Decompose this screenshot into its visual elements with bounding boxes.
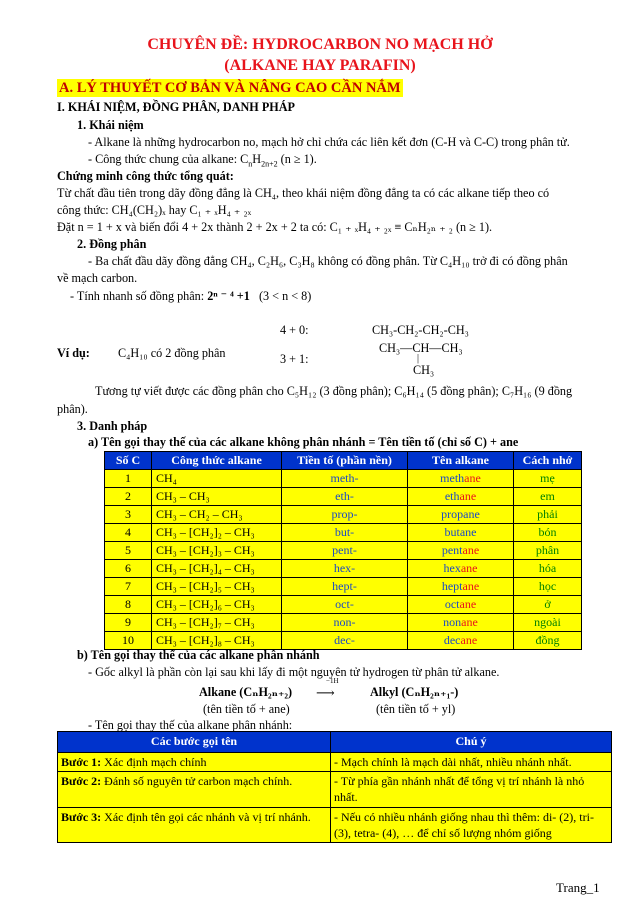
name-ending: ane [462,542,480,557]
alkane-note: (tên tiền tố + ane) [203,702,290,716]
memo-cell: phân [514,542,582,560]
name-stem: propane [441,506,480,521]
prefix-cell: hex- [282,560,408,578]
carbon-count-cell: 2 [105,488,152,506]
note-cell: - Nếu có nhiều nhánh giống nhau thì thêm: di- (2), tri- (3), tetra- (4), … để chỉ số lượng nhóm giống [331,807,612,842]
heading-straight-chain-naming: a) Tên gọi thay thế của các alkane không phân nhánh = Tên tiền tố (chỉ số C) + ane [88,435,519,449]
formula-cell: CH₃ – CH₃ [152,488,282,506]
proof-line-3: Đặt n = 1 + x và biến đổi 4 + 2x thành 2 + 2x + 2 ta có: C₁ ₊ ₓH₄ ₊ ₂ₓ ≡ CₙH₂ₙ ₊ ₂ (n ≥ 1). [57,220,493,234]
carbon-count-cell: 5 [105,542,152,560]
isomer-b-bond: | [417,353,420,364]
general-formula-text: - Công thức chung của alkane: $C_nH_{2n+2}$ (n ≥ 1). [88,152,317,169]
memo-cell: bón [514,524,582,542]
name-stem: non [443,614,462,629]
formula-cell: CH₃ – [CH₂]₆ – CH₃ [152,596,282,614]
memo-cell: em [514,488,582,506]
prefix-cell: dec- [282,632,408,650]
alkyl-definition: - Gốc alkyl là phần còn lại sau khi lấy đi một nguyên tử hydrogen từ phân tử alkane. [88,665,500,679]
note-cell: - Từ phía gần nhánh nhất để tổng vị trí nhánh là nhỏ nhất. [331,772,612,807]
name-stem: meth [440,470,465,485]
alkane-name-cell [408,542,514,560]
name-ending: ane [460,560,478,575]
definition-text: - Alkane là những hydrocarbon no, mạch hở chỉ chứa các liên kết đơn (C-H và C-C) trong phân tử. [88,135,570,149]
formula-cell: CH₃ – [CH₂]₄ – CH₃ [152,560,282,578]
table-row [58,807,612,842]
prefix-cell: meth- [282,470,408,488]
heading-danh-phap: 3. Danh pháp [77,419,148,433]
formula-cell: CH₃ – [CH₂]₅ – CH₃ [152,578,282,596]
memo-cell: mẹ [514,470,582,488]
name-ending: ane [459,488,477,503]
example-text: C₄H₁₀ có 2 đồng phân [118,346,226,360]
alkane-name-cell [408,614,514,632]
alkane-name-cell [408,488,514,506]
heading-branched-naming: b) Tên gọi thay thế của các alkane phân nhánh [77,648,320,662]
formula-cell: CH₃ – [CH₂]₈ – CH₃ [152,632,282,650]
isomer-text-2: về mạch carbon. [57,271,138,285]
isomer-text-1: - Ba chất đầu dãy đồng đẳng CH₄, C₂H₆, C₃H₈ không có đồng phân. Từ C₄H₁₀ trở đi có đồng phân [88,254,568,268]
alkane-name-cell [408,632,514,650]
memo-cell: học [514,578,582,596]
isomer-b-label: 3 + 1: [280,352,309,366]
proof-heading: Chứng minh công thức tổng quát: [57,169,234,183]
alkane-name-cell [408,560,514,578]
table-row [105,542,582,560]
note-cell: - Mạch chính là mạch dài nhất, nhiều nhánh nhất. [331,753,612,772]
carbon-count-cell: 1 [105,470,152,488]
section-a-heading: A. LÝ THUYẾT CƠ BẢN VÀ NÂNG CAO CẦN NẮM [59,80,401,96]
col-header: Tiền tố (phần nền) [282,452,408,470]
carbon-count-cell: 8 [105,596,152,614]
prefix-cell: pent- [282,542,408,560]
prefix-cell: oct- [282,596,408,614]
table-row [105,578,582,596]
formula-cell: CH₃ – [CH₂]₇ – CH₃ [152,614,282,632]
carbon-count-cell: 3 [105,506,152,524]
naming-steps-table [57,731,612,843]
table-row [105,470,582,488]
table-row [105,524,582,542]
carbon-count-cell: 4 [105,524,152,542]
table-row [105,614,582,632]
name-stem: pent [441,542,463,557]
proof-line-2: công thức: CH₄(CH₂)ₓ hay C₁ ₊ ₓH₄ ₊ ₂ₓ [57,203,252,217]
memo-cell: ngoài [514,614,582,632]
isomer-count-rule: - Tính nhanh số đồng phân: 2ⁿ ⁻ ⁴ +1 (3 < n < 8) [70,289,312,303]
carbon-count-cell: 7 [105,578,152,596]
alkyl-note: (tên tiền tố + yl) [376,702,456,716]
col-header: Công thức alkane [152,452,282,470]
isomer-a-label: 4 + 0: [280,323,309,337]
table-header-row [58,732,612,753]
similar-text-1: Tương tự viết được các đồng phân cho C₅H₁₂ (3 đồng phân); C₆H₁₄ (5 đồng phân); C₇H₁₆ (9 đồng [95,384,573,398]
alkane-name-cell [408,470,514,488]
similar-text-2: phân). [57,402,88,416]
col-header: Các bước gọi tên [58,732,331,753]
isomer-a-formula: CH₃-CH₂-CH₂-CH₃ [372,323,469,337]
step-cell [58,807,331,842]
name-ending: ane [460,632,478,647]
memo-cell: hóa [514,560,582,578]
col-header: Số C [105,452,152,470]
doc-title: CHUYÊN ĐỀ: HYDROCARBON NO MẠCH HỞ [147,36,493,53]
branch-naming-intro: - Tên gọi thay thế của alkane phân nhánh: [88,718,293,732]
formula-cell: CH₃ – [CH₂]₃ – CH₃ [152,542,282,560]
isomer-b-branch: CH₃ [413,363,435,377]
name-ending: ane [461,614,478,629]
formula-cell: CH₃ – [CH₂]₂ – CH₃ [152,524,282,542]
name-stem: eth [444,488,460,503]
heading-dong-phan: 2. Đồng phân [77,237,147,251]
prefix-cell: but- [282,524,408,542]
table-header-row [105,452,582,470]
prefix-cell: eth- [282,488,408,506]
table-row [58,753,612,772]
name-stem: oct [444,596,460,611]
formula-cell: CH₄ [152,470,282,488]
example-label: Ví dụ: [57,346,90,360]
proof-line-1: Từ chất đầu tiên trong dãy đồng đẳng là CH₄, theo khái niệm đồng đẳng ta có các alkane tiếp theo có [57,186,550,200]
alkane-name-table [104,451,582,650]
step-label: Bước 3: [61,809,102,824]
prefix-cell: hept- [282,578,408,596]
prefix-cell: prop- [282,506,408,524]
name-ending: ane [462,578,480,593]
formula-cell: CH₃ – CH₂ – CH₃ [152,506,282,524]
isomer-b-formula: CH₃—CH—CH₃ [379,341,463,355]
alkyl-formula: Alkyl (CₙH₂ₙ₊₁-) [370,685,459,699]
step-cell [58,772,331,807]
carbon-count-cell: 9 [105,614,152,632]
doc-subtitle: (ALKANE HAY PARAFIN) [224,57,416,74]
name-ending: ane [459,596,477,611]
alkane-name-cell [408,578,514,596]
section-i-heading: I. KHÁI NIỆM, ĐỒNG PHÂN, DANH PHÁP [57,100,295,114]
name-stem: dec [443,632,461,647]
carbon-count-cell: 10 [105,632,152,650]
step-label: Bước 2: [61,774,102,789]
table-row [105,560,582,578]
carbon-count-cell: 6 [105,560,152,578]
col-header: Chú ý [331,732,612,753]
table-row [105,596,582,614]
col-header: Cách nhớ [514,452,582,470]
prefix-cell: non- [282,614,408,632]
arrow-label: −1H [326,677,339,685]
step-text: Xác định tên gọi các nhánh và vị trí nhánh. [101,809,311,824]
page-number: Trang_1 [556,880,600,895]
reaction-arrow-icon: ⟶ [316,685,335,700]
table-row [58,772,612,807]
memo-cell: phải [514,506,582,524]
table-row [105,506,582,524]
step-text: Xác định mạch chính [101,755,207,769]
table-row [105,488,582,506]
alkane-name-cell [408,506,514,524]
name-stem: butane [444,524,477,539]
memo-cell: đồng [514,632,582,650]
alkane-name-cell [408,596,514,614]
name-ending: ane [464,470,481,485]
col-header: Tên alkane [408,452,514,470]
step-text: Đánh số nguyên tử carbon mạch chính. [101,774,293,789]
memo-cell: ở [514,596,582,614]
step-cell [58,753,331,772]
heading-khai-niem: 1. Khái niệm [77,118,144,132]
name-stem: hex [443,560,461,575]
step-label: Bước 1: [61,755,102,769]
name-stem: hept [441,578,463,593]
alkane-name-cell [408,524,514,542]
alkane-formula: Alkane (CₙH₂ₙ₊₂) [199,685,293,699]
